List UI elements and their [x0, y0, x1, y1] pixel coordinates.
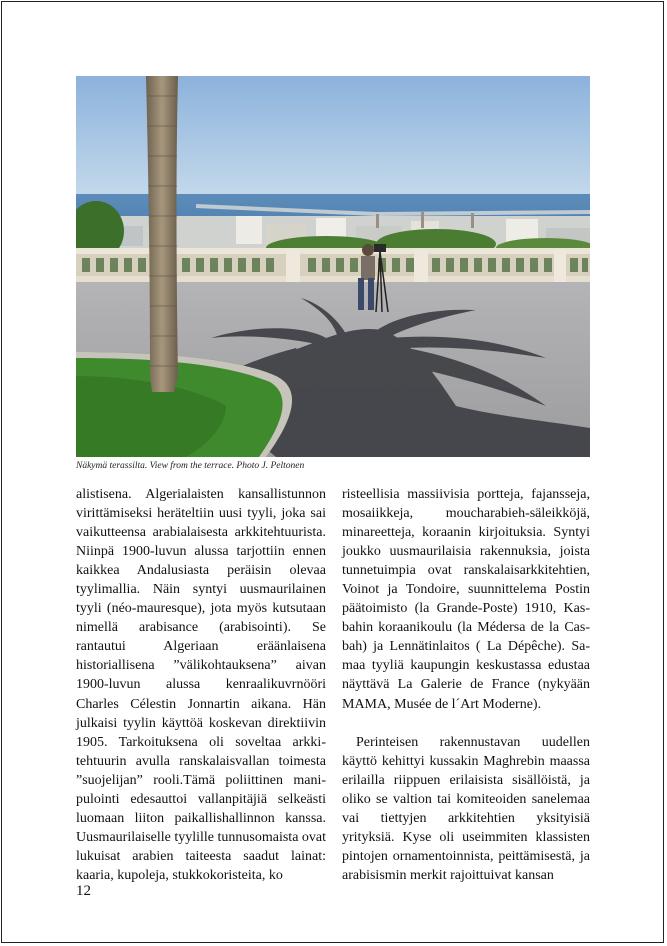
paragraph-gap	[342, 714, 590, 733]
text-column-left	[76, 485, 326, 885]
terrace-photo	[76, 76, 590, 457]
body-paragraph: risteellisia massiivisia portteja, fajansseja, mosaiikkeja, moucharabieh-säleikköjä, minareetteja, koraanin kirjoituksia. Syntyi joukko uusmaurilaisia rakennuksia, joista tunnetuimpia ovat ranskalaisarkkitehtien, Voinot ja Tondoire, suunnittelema Postin päätoimisto (la Grande-Poste) 1910, Kasbahin koraanikoulu (la Médersa de la Casbah) ja Lennätinlaitos ( La Dépêche). Samaa tyyliä kaupungin keskustassa edustaa näyttävä La Galerie de France (nykyään MAMA, Musée de l´Art Moderne).	[342, 487, 590, 712]
palm-trunk	[146, 76, 178, 392]
terrace-photo-illustration	[76, 76, 590, 457]
body-paragraph: alistisena. Algerialaisten kansallistunnon virittämiseksi heräteltiin uusi tyyli, joka sai vaikutteensa arabialaisesta arkkitehtuurista. Niinpä 1900-luvun alussa tarjottiin ennen kaikkea Andalusiasta peräisin olevaa tyylimallia. Näin syntyi uusmaurilainen tyyli (néo-mauresque), jota myös kutsutaan nimellä arabisance (arabisointi). Se rantautui Algeriaan eräänlaisena historiallisena ”välikohtauksena” aivan 1900-luvun alussa kenraalikuvrnööri Charles Célestin Jonnartin aikana. Hän julkaisi tyylin käyttöä koskevan direktiivin 1905. Tarkoituksena oli soveltaa arkkitehtuurin avulla ranskalaisvallan toimesta ”suojelijan” rooli.Tämä poliittinen manipulointi edesauttoi vallanpitäjiä selkeästi luomaan liiton paikallishallinnon kanssa. Uusmaurilaiselle tyylille tunnusomaista ovat lukuisat arabien taiteesta saadut lainat: kaaria, kupoleja, stukkokoristeita, ko	[76, 487, 327, 883]
text-column-right	[342, 485, 590, 885]
body-paragraph: Perinteisen rakennustavan uudellen käyttö kehittyi kussakin Maghrebin maassa erilailla riippuen erilaisista sisällöistä, ja oliko se valtion tai komiteoiden sanelemaa vai tiettyjen arkkitehtien yksityisiä yrityksiä. Kyse oli useimmiten klassisten pintojen ornamentoinnista, peittämisestä, ja arabisismin merkit rajoittuivat kansan	[342, 734, 590, 883]
page-number: 12	[76, 883, 91, 899]
photo-caption: Näkymä terassilta. View from the terrace. Photo J. Peltonen	[76, 461, 305, 471]
